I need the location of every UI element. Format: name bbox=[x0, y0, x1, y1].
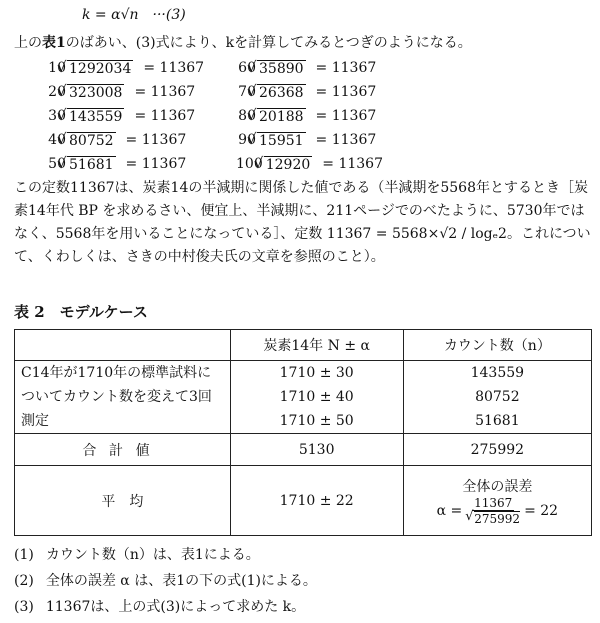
model-case-table bbox=[14, 329, 592, 536]
calc-radicand: √ 80752 bbox=[67, 132, 116, 149]
total-label: 合計値 bbox=[15, 434, 231, 466]
calc-item bbox=[236, 84, 456, 101]
condition-cell: C14年が1710年の標準試料についてカウント数を変えて3回測定 bbox=[15, 361, 231, 434]
calc-coef: 90 bbox=[238, 132, 256, 148]
note-number: (2) bbox=[14, 573, 34, 589]
calc-item bbox=[46, 156, 236, 173]
calc-radicand: √ 15951 bbox=[257, 132, 306, 149]
calc-result: = 11367 bbox=[315, 84, 377, 100]
note-item bbox=[14, 594, 317, 620]
header-carbon-age: 炭素14年 N ± α bbox=[230, 330, 403, 361]
calc-radicand: √ 51681 bbox=[67, 156, 116, 173]
calc-coef: 30 bbox=[48, 108, 66, 124]
calc-radicand: √ 20188 bbox=[257, 108, 306, 125]
mean-row bbox=[15, 466, 592, 536]
calculation-grid bbox=[46, 56, 466, 176]
calc-item bbox=[46, 108, 236, 125]
note-text: カウント数（n）は、表1による。 bbox=[45, 547, 260, 563]
age-value: 1710 ± 50 bbox=[279, 413, 354, 429]
calc-item bbox=[236, 60, 456, 77]
calc-radicand: √ 12920 bbox=[264, 156, 313, 173]
calc-row bbox=[46, 104, 466, 128]
error-label: 全体の誤差 bbox=[462, 478, 533, 495]
calc-item bbox=[236, 156, 456, 173]
calc-item bbox=[46, 84, 236, 101]
note-item bbox=[14, 568, 317, 594]
calc-radicand: √ 143559 bbox=[67, 108, 124, 125]
calc-item bbox=[236, 132, 456, 149]
header-empty bbox=[15, 330, 231, 361]
measurement-row bbox=[15, 361, 592, 434]
calc-radicand: √ 323008 bbox=[67, 84, 124, 101]
error-rhs: = 22 bbox=[524, 502, 559, 519]
note-text: 全体の誤差 α は、表1の下の式(1)による。 bbox=[45, 573, 317, 589]
calc-coef: 40 bbox=[48, 132, 66, 148]
calc-result: = 11367 bbox=[125, 132, 187, 148]
intro-line bbox=[14, 32, 594, 54]
note-item bbox=[14, 542, 317, 568]
count-value: 80752 bbox=[475, 389, 520, 405]
calc-coef: 80 bbox=[238, 108, 256, 124]
error-numerator: 11367 bbox=[474, 495, 513, 510]
calc-row bbox=[46, 152, 466, 176]
calc-coef: 50 bbox=[48, 156, 66, 172]
error-formula bbox=[410, 496, 585, 526]
error-cell bbox=[403, 466, 591, 536]
error-denominator bbox=[466, 511, 520, 526]
calc-coef: 10 bbox=[48, 60, 66, 76]
total-count: 275992 bbox=[403, 434, 591, 466]
count-values-cell bbox=[403, 361, 591, 434]
calc-result: = 11367 bbox=[143, 60, 205, 76]
intro-prefix: 上の bbox=[14, 35, 42, 51]
calc-coef: 20 bbox=[48, 84, 66, 100]
note-number: (1) bbox=[14, 547, 34, 563]
total-age: 5130 bbox=[230, 434, 403, 466]
error-sqrt: √ 275992 bbox=[474, 511, 520, 526]
calc-item bbox=[46, 132, 236, 149]
note-text: 11367は、上の式(3)によって求めた k。 bbox=[45, 599, 306, 615]
calc-coef: 60 bbox=[238, 60, 256, 76]
note-number: (3) bbox=[14, 599, 34, 615]
calc-radicand: √ 1292034 bbox=[67, 60, 133, 77]
error-lhs: α = bbox=[436, 502, 463, 519]
calc-row bbox=[46, 128, 466, 152]
calc-radicand: √ 35890 bbox=[257, 60, 306, 77]
age-values-cell bbox=[230, 361, 403, 434]
count-value: 51681 bbox=[475, 413, 520, 429]
calc-radicand: √ 26368 bbox=[257, 84, 306, 101]
calc-coef: 70 bbox=[238, 84, 256, 100]
calc-row bbox=[46, 80, 466, 104]
mean-label: 平 均 bbox=[15, 466, 231, 536]
calc-row bbox=[46, 56, 466, 80]
calc-result: = 11367 bbox=[134, 84, 196, 100]
mean-age: 1710 ± 22 bbox=[230, 466, 403, 536]
calc-result: = 11367 bbox=[322, 156, 383, 172]
calc-result: = 11367 bbox=[125, 156, 187, 172]
intro-table-ref: 表1 bbox=[42, 35, 66, 51]
error-fraction bbox=[466, 496, 520, 526]
table-title: 表 2 モデルケース bbox=[14, 303, 148, 321]
table-header-row bbox=[15, 330, 592, 361]
explanation-paragraph: この定数11367は、炭素14の半減期に関係した値である（半減期を5568年とするとき［炭素14年代 BP を求めるさい、便宜上、半減期に、211ページでのべたように、5730年ではなく、5568年を用いることになっている］、定数 11367 = 5568×√2 / logₑ2。これについて、くわしくは、さきの中村俊夫氏の文章を参照のこと）。 bbox=[14, 180, 591, 265]
formula-k: k = α√n ···(3) bbox=[82, 7, 186, 23]
count-value: 143559 bbox=[470, 365, 525, 381]
total-row bbox=[15, 434, 592, 466]
table-notes bbox=[14, 542, 317, 620]
calc-item bbox=[46, 60, 236, 77]
age-value: 1710 ± 40 bbox=[279, 389, 354, 405]
intro-suffix: のばあい、(3)式により、kを計算してみるとつぎのようになる。 bbox=[65, 35, 472, 51]
calc-result: = 11367 bbox=[134, 108, 196, 124]
calc-coef: 100 bbox=[236, 156, 263, 172]
calc-result: = 11367 bbox=[315, 132, 377, 148]
calc-result: = 11367 bbox=[315, 108, 377, 124]
calc-result: = 11367 bbox=[315, 60, 377, 76]
calc-item bbox=[236, 108, 456, 125]
age-value: 1710 ± 30 bbox=[279, 365, 354, 381]
header-count: カウント数（n） bbox=[403, 330, 591, 361]
